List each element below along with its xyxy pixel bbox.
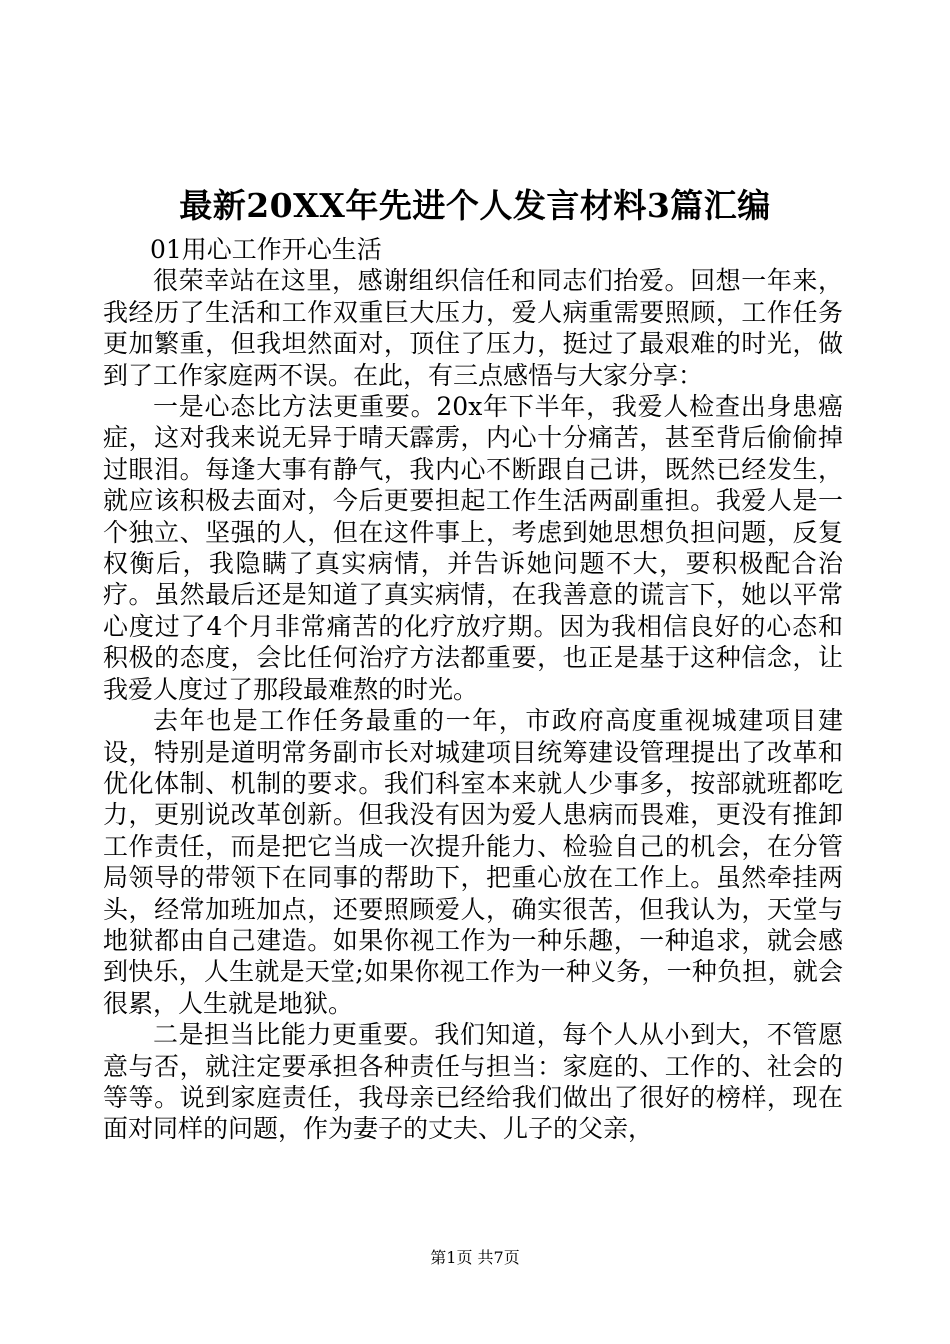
page-footer: 第1页 共7页 [430,1248,520,1267]
paragraph: 一是心态比方法更重要。20x年下半年，我爱人检查出身患癌症，这对我来说无异于晴天霹雳，内心十分痛苦，甚至背后偷偷掉过眼泪。每逢大事有静气，我内心不断跟自己讲，既然已经发生，就应该积极去面对，今后更要担起工作生活两副重担。我爱人是一个独立、坚强的人，但在这件事上，考虑到她思想负担问题，反复权衡后，我隐瞒了真实病情，并告诉她问题不大，要积极配合治疗。虽然最后还是知道了真实病情，在我善意的谎言下，她以平常心度过了4个月非常痛苦的化疗放疗期。因为我相信良好的心态和积极的态度，会比任何治疗方法都重要，也正是基于这种信念，让我爱人度过了那段最难熬的时光。 [103,392,843,704]
section-heading: 01用心工作开心生活 [150,235,382,264]
document-title: 最新20XX年先进个人发言材料3篇汇编 [179,186,771,225]
document-body [103,234,843,1145]
paragraph: 去年也是工作任务最重的一年，市政府高度重视城建项目建设，特别是道明常务副市长对城建项目统筹建设管理提出了改革和优化体制、机制的要求。我们科室本来就人少事多，按部就班都吃力，更别说改革创新。但我没有因为爱人患病而畏难，更没有推卸工作责任，而是把它当成一次提升能力、检验自己的机会，在分管局领导的带领下在同事的帮助下，把重心放在工作上。虽然牵挂两头，经常加班加点，还要照顾爱人，确实很苦，但我认为，天堂与地狱都由自己建造。如果你视工作为一种乐趣，一种追求，就会感到快乐，人生就是天堂;如果你视工作为一种义务，一种负担，就会很累，人生就是地狱。 [103,706,843,1018]
paragraph: 很荣幸站在这里，感谢组织信任和同志们抬爱。回想一年来，我经历了生活和工作双重巨大压力，爱人病重需要照顾，工作任务更加繁重，但我坦然面对，顶住了压力，挺过了最艰难的时光，做到了工作家庭两不误。在此，有三点感悟与大家分享： [103,266,843,390]
paragraph: 二是担当比能力更重要。我们知道，每个人从小到大，不管愿意与否，就注定要承担各种责任与担当：家庭的、工作的、社会的等等。说到家庭责任，我母亲已经给我们做出了很好的榜样，现在面对同样的问题，作为妻子的丈夫、儿子的父亲， [103,1020,843,1144]
